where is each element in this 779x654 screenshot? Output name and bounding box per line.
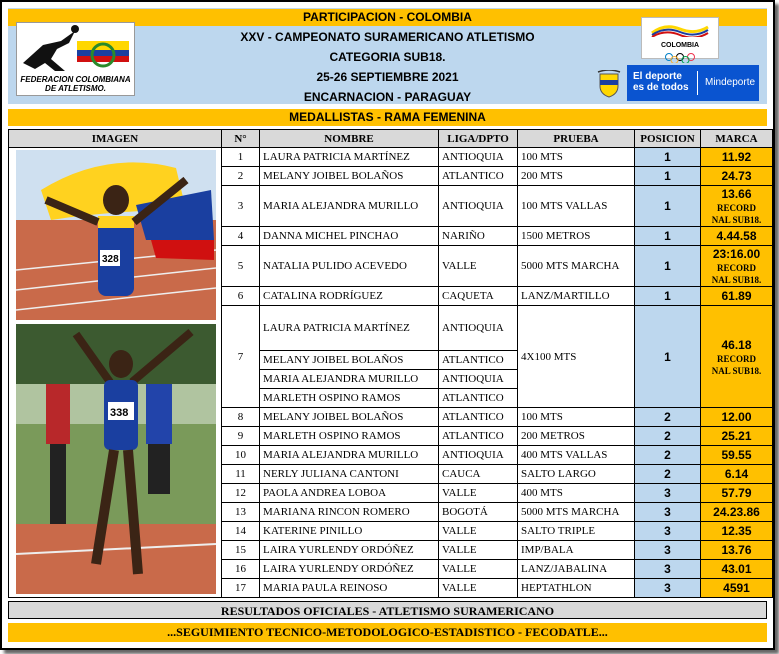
athlete-liga: VALLE <box>439 579 518 598</box>
mindeporte-logo <box>627 65 759 101</box>
athlete-liga: ATLANTICO <box>439 351 518 370</box>
mark-number: 24.73 <box>721 169 752 183</box>
record-note: NAL SUB18. <box>711 215 762 225</box>
athlete-name: MARIA ALEJANDRA MURILLO <box>260 446 439 465</box>
mark-value <box>701 579 773 598</box>
athlete-name: CATALINA RODRÍGUEZ <box>260 287 439 306</box>
athlete-photo-flag <box>16 150 216 320</box>
event-name: 5000 MTS MARCHA <box>518 246 635 287</box>
image-cell <box>9 148 222 598</box>
col-header-numero: N° <box>222 130 260 148</box>
mark-value <box>701 186 773 227</box>
event-name: 400 MTS <box>518 484 635 503</box>
event-name: 100 MTS VALLAS <box>518 186 635 227</box>
athlete-name: KATERINE PINILLO <box>260 522 439 541</box>
position-value: 2 <box>635 465 701 484</box>
position-value: 3 <box>635 503 701 522</box>
photo1-bib-number: 328 <box>102 254 119 265</box>
row-number: 15 <box>222 541 260 560</box>
record-note: RECORD <box>716 203 756 213</box>
championship-title: XXV - CAMPEONATO SURAMERICANO ATLETISMO <box>240 30 535 44</box>
athlete-liga: ANTIOQUIA <box>439 186 518 227</box>
record-note: RECORD <box>716 263 756 273</box>
event-name: 5000 MTS MARCHA <box>518 503 635 522</box>
athlete-name: MARIA PAULA REINOSO <box>260 579 439 598</box>
dates-title: 25-26 SEPTIEMBRE 2021 <box>316 70 459 84</box>
athlete-name: LAURA PATRICIA MARTÍNEZ <box>260 306 439 351</box>
event-name: SALTO TRIPLE <box>518 522 635 541</box>
row-number: 9 <box>222 427 260 446</box>
athlete-liga: ATLANTICO <box>439 427 518 446</box>
position-value: 1 <box>635 227 701 246</box>
position-value: 2 <box>635 446 701 465</box>
row-number: 5 <box>222 246 260 287</box>
mark-number: 6.14 <box>724 467 749 481</box>
olympic-rings-icon <box>663 53 697 63</box>
event-name: LANZ/MARTILLO <box>518 287 635 306</box>
row-number: 16 <box>222 560 260 579</box>
federation-logo <box>16 22 135 96</box>
row-number: 13 <box>222 503 260 522</box>
athlete-name: MARLETH OSPINO RAMOS <box>260 389 439 408</box>
mark-value <box>701 408 773 427</box>
mark-number: 59.55 <box>721 448 752 462</box>
athlete-name: DANNA MICHEL PINCHAO <box>260 227 439 246</box>
location-title: ENCARNACION - PARAGUAY <box>303 90 472 104</box>
athlete-name: LAURA PATRICIA MARTÍNEZ <box>260 148 439 167</box>
col-header-posicion: POSICION <box>635 130 701 148</box>
event-name: IMP/BALA <box>518 541 635 560</box>
athlete-name: LAIRA YURLENDY ORDÓÑEZ <box>260 560 439 579</box>
mark-number: 24.23.86 <box>713 505 760 519</box>
header-title-bar: PARTICIPACION - COLOMBIA <box>8 9 767 26</box>
athlete-liga: VALLE <box>439 560 518 579</box>
category-title: CATEGORIA SUB18. <box>329 50 446 64</box>
athlete-photo-celebration <box>16 324 216 594</box>
event-name: 400 MTS VALLAS <box>518 446 635 465</box>
row-number: 1 <box>222 148 260 167</box>
athlete-liga: ATLANTICO <box>439 389 518 408</box>
mark-value <box>701 484 773 503</box>
footer-official-results: RESULTADOS OFICIALES - ATLETISMO SURAMERICANO <box>8 601 767 619</box>
section-title: MEDALLISTAS - RAMA FEMENINA <box>8 109 767 126</box>
mark-value <box>701 148 773 167</box>
athlete-liga: CAUCA <box>439 465 518 484</box>
row-number: 2 <box>222 167 260 186</box>
athlete-name: NERLY JULIANA CANTONI <box>260 465 439 484</box>
col-header-nombre: NOMBRE <box>260 130 439 148</box>
federation-name-line2: DE ATLETISMO. <box>45 84 106 93</box>
col-header-prueba: PRUEBA <box>518 130 635 148</box>
athlete-name: LAIRA YURLENDY ORDÓÑEZ <box>260 541 439 560</box>
mark-number: 61.89 <box>721 289 752 303</box>
athlete-liga: ANTIOQUIA <box>439 446 518 465</box>
row-number: 14 <box>222 522 260 541</box>
row-number: 10 <box>222 446 260 465</box>
athlete-liga: ANTIOQUIA <box>439 306 518 351</box>
mark-value <box>701 306 773 408</box>
position-value: 1 <box>635 186 701 227</box>
mindeporte-text-line2: es de todos <box>633 82 689 93</box>
position-value: 3 <box>635 579 701 598</box>
table-header-row <box>9 130 773 148</box>
athlete-photos <box>12 148 218 597</box>
medalists-table <box>8 129 773 598</box>
athlete-liga: ANTIOQUIA <box>439 370 518 389</box>
athlete-liga: BOGOTÁ <box>439 503 518 522</box>
mark-number: 23:16.00 <box>712 247 761 261</box>
position-value: 1 <box>635 148 701 167</box>
athlete-name: MELANY JOIBEL BOLAÑOS <box>260 167 439 186</box>
athlete-liga: ANTIOQUIA <box>439 148 518 167</box>
medalists-table-body <box>9 148 773 598</box>
athlete-liga: VALLE <box>439 484 518 503</box>
mark-value <box>701 287 773 306</box>
row-number: 7 <box>222 306 260 408</box>
record-note: NAL SUB18. <box>711 275 762 285</box>
mark-value <box>701 503 773 522</box>
mark-number: 12.00 <box>721 410 752 424</box>
position-value: 1 <box>635 246 701 287</box>
athlete-name: MARIA ALEJANDRA MURILLO <box>260 186 439 227</box>
position-value: 1 <box>635 287 701 306</box>
colombia-logo-text: COLOMBIA <box>660 42 700 49</box>
row-number: 17 <box>222 579 260 598</box>
event-name: LANZ/JABALINA <box>518 560 635 579</box>
mark-number: 13.66 <box>721 187 752 201</box>
event-name: 100 MTS <box>518 408 635 427</box>
position-value: 3 <box>635 541 701 560</box>
mark-value <box>701 522 773 541</box>
athlete-name: MELANY JOIBEL BOLAÑOS <box>260 408 439 427</box>
athlete-name: MARLETH OSPINO RAMOS <box>260 427 439 446</box>
mindeporte-divider <box>697 71 698 95</box>
athlete-liga: VALLE <box>439 522 518 541</box>
row-number: 12 <box>222 484 260 503</box>
mark-number: 57.79 <box>721 486 752 500</box>
row-number: 3 <box>222 186 260 227</box>
event-name: HEPTATHLON <box>518 579 635 598</box>
mark-value <box>701 541 773 560</box>
athlete-liga: CAQUETA <box>439 287 518 306</box>
mark-value <box>701 227 773 246</box>
mark-number: 4591 <box>723 581 750 595</box>
col-header-liga: LIGA/DPTO <box>439 130 518 148</box>
mark-number: 25.21 <box>721 429 752 443</box>
mark-number: 43.01 <box>721 562 752 576</box>
event-name: 1500 METROS <box>518 227 635 246</box>
athlete-liga: NARIÑO <box>439 227 518 246</box>
federation-name <box>17 75 134 93</box>
table-row <box>9 148 773 167</box>
athlete-name: MELANY JOIBEL BOLAÑOS <box>260 351 439 370</box>
row-number: 8 <box>222 408 260 427</box>
event-name: 100 MTS <box>518 148 635 167</box>
colombia-wave-icon <box>650 23 710 37</box>
position-value: 3 <box>635 522 701 541</box>
mark-number: 4.44.58 <box>716 229 757 243</box>
position-value: 1 <box>635 167 701 186</box>
row-number: 4 <box>222 227 260 246</box>
athlete-name: MARIA ALEJANDRA MURILLO <box>260 370 439 389</box>
athlete-liga: ATLANTICO <box>439 167 518 186</box>
position-value: 1 <box>635 306 701 408</box>
position-value: 2 <box>635 427 701 446</box>
event-name: 200 MTS <box>518 167 635 186</box>
athlete-liga: VALLE <box>439 246 518 287</box>
event-name: SALTO LARGO <box>518 465 635 484</box>
photo2-bib-number: 338 <box>110 407 129 419</box>
mark-number: 46.18 <box>721 337 752 352</box>
athlete-liga: VALLE <box>439 541 518 560</box>
position-value: 3 <box>635 560 701 579</box>
footer-tracking: ...SEGUIMIENTO TECNICO-METODOLOGICO-ESTADISTICO - FECODATLE... <box>8 623 767 642</box>
record-note: NAL SUB18. <box>711 365 762 376</box>
mark-value <box>701 560 773 579</box>
athlete-liga: ATLANTICO <box>439 408 518 427</box>
position-value: 2 <box>635 408 701 427</box>
event-name: 200 METROS <box>518 427 635 446</box>
athlete-name: MARIANA RINCON ROMERO <box>260 503 439 522</box>
mark-number: 12.35 <box>721 524 752 538</box>
colombia-shield-icon <box>596 70 622 98</box>
mark-value <box>701 465 773 484</box>
mark-value <box>701 167 773 186</box>
mark-value <box>701 246 773 287</box>
federation-name-line1: FEDERACION COLOMBIANA <box>20 75 131 84</box>
col-header-imagen: IMAGEN <box>9 130 222 148</box>
record-note: RECORD <box>716 353 756 364</box>
mark-number: 11.92 <box>721 150 752 164</box>
athlete-name: PAOLA ANDREA LOBOA <box>260 484 439 503</box>
athlete-name: NATALIA PULIDO ACEVEDO <box>260 246 439 287</box>
mindeporte-text-line1: El deporte <box>633 71 682 82</box>
mark-value <box>701 446 773 465</box>
event-name: 4X100 MTS <box>518 306 635 408</box>
mark-value <box>701 427 773 446</box>
colombia-olympic-logo <box>641 17 719 59</box>
mark-number: 13.76 <box>721 543 752 557</box>
position-value: 3 <box>635 484 701 503</box>
row-number: 6 <box>222 287 260 306</box>
row-number: 11 <box>222 465 260 484</box>
col-header-marca: MARCA <box>701 130 773 148</box>
mindeporte-text-brand: Mindeporte <box>705 77 756 88</box>
